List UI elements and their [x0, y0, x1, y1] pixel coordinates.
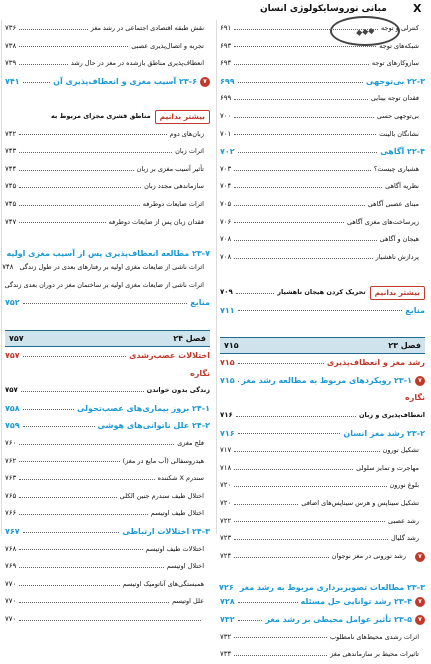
entry-title: رشد نورونی در مغز نوجوان	[331, 551, 406, 560]
toc-spacer	[5, 312, 210, 330]
page-number: ۷۳۲	[220, 615, 235, 624]
toc-entry[interactable]	[220, 646, 425, 664]
toc-section[interactable]	[220, 425, 425, 443]
page-number: ۷۵۷	[9, 333, 24, 343]
toc-entry[interactable]	[220, 214, 425, 232]
page-number: ۷۵۹	[5, 421, 20, 431]
entry-title: نظریه آگاهی	[385, 182, 419, 191]
entry-title: ۲۴-۳ اختلالات ارتباطی	[122, 527, 210, 537]
numbered-badge-icon: ۷	[200, 77, 210, 87]
entry-title: سندرم X شکننده	[157, 474, 204, 483]
dot-leader	[234, 468, 353, 470]
toc-entry[interactable]	[5, 38, 210, 56]
page-number: ۷۷۰	[5, 579, 17, 588]
entry-title: زبان‌های دوم	[169, 129, 204, 138]
toc-entry[interactable]	[220, 513, 425, 531]
entry-title: اثرات رشدی محیط‌های نامطلوب	[330, 632, 419, 641]
chapter-heading[interactable]	[220, 337, 425, 355]
page-number: ۷۶۵	[5, 491, 17, 500]
entry-title: منابع	[190, 298, 210, 308]
toc-section[interactable]	[220, 611, 425, 629]
page-header	[0, 2, 431, 16]
entry-title: زندگی بدون خواندن	[146, 386, 210, 395]
toc-entry[interactable]	[220, 108, 425, 126]
dot-leader	[19, 133, 166, 135]
dot-leader	[234, 45, 376, 47]
entry-title: رشد عصبی	[388, 516, 419, 525]
entry-title: ۲۲-۳ بی‌توجهی	[365, 76, 425, 86]
dot-leader	[23, 408, 74, 410]
entry-title: نگاره	[405, 393, 425, 403]
toc-entry[interactable]	[5, 143, 210, 161]
chapter-title[interactable]	[5, 365, 210, 383]
page-number: ۷۴۵	[5, 182, 17, 191]
toc-entry[interactable]	[5, 382, 210, 400]
page-number: ۷۲۸	[220, 597, 235, 607]
chapter-label: فصل ۲۴	[173, 333, 206, 343]
toc-entry[interactable]	[5, 435, 210, 453]
dot-leader	[234, 654, 327, 656]
entry-title: اثرات ضایعات دوطرفه	[142, 199, 204, 208]
dot-leader	[238, 309, 403, 311]
dot-leader	[19, 169, 133, 171]
entry-title: ۲۳-۵ تأثیر عوامل محیطی بر رشد مغز	[265, 615, 412, 624]
dot-leader	[236, 292, 274, 294]
entry-title: اختلال اوتیسم	[166, 562, 204, 571]
entry-title: تاثیرات محیط بر سازماندهی مغز	[330, 650, 419, 659]
entry-title: تأثیر آسیب مغزی بر زبان	[136, 164, 204, 173]
numbered-badge-icon: ۷	[415, 615, 425, 625]
toc-entry[interactable]	[5, 541, 210, 559]
toc-section[interactable]	[220, 372, 425, 390]
page-number: ۷۱۵	[224, 340, 239, 350]
entry-title: نگاره	[190, 368, 210, 378]
page-number: ۷۰۸	[220, 252, 232, 261]
toc-section[interactable]	[5, 400, 210, 418]
toc-section[interactable]	[5, 231, 210, 259]
page-number: ۷۳۸	[5, 41, 17, 50]
chapter-label: فصل ۲۳	[388, 340, 421, 350]
dot-leader	[234, 116, 374, 118]
toc-entry[interactable]	[5, 161, 210, 179]
page-number: ۷۱۸	[220, 463, 232, 472]
page-number: ۷۰۵	[220, 199, 232, 208]
entry-title: ۲۴-۱ بروز بیماری‌های عصب‌تحولی	[76, 403, 210, 413]
toc-entry[interactable]	[220, 178, 425, 196]
page-number: ۶۹۱	[220, 24, 232, 32]
page-number: ۷۴۱	[5, 76, 20, 86]
page-number: ۷۲۲	[220, 516, 232, 525]
toc-section[interactable]	[5, 523, 210, 541]
close-mark: X	[413, 2, 422, 15]
page-number: ۷۳۴	[220, 650, 232, 659]
toc-entry[interactable]	[5, 178, 210, 196]
page-number: ۶۹۹	[220, 94, 232, 103]
dot-leader	[238, 432, 341, 434]
dot-leader	[19, 443, 174, 445]
entry-title: ۲۳-۷ مطالعه انعطاف‌پذیری پس از آسیب مغزی اولیه	[6, 249, 210, 259]
page-number: ۷۵۸	[5, 403, 20, 413]
entry-title: سازماندهی مجدد زبان	[144, 182, 204, 191]
dot-leader	[238, 380, 239, 382]
toc-entry[interactable]	[220, 249, 425, 267]
entry-title: ۲۳-۳ مطالعات تصویربرداری مربوط به رشد مغز	[239, 583, 425, 593]
dot-leader	[19, 584, 119, 586]
toc-column-left	[2, 20, 210, 623]
entry-title: ۲۳-۴ رشد توانایی حل مسئله	[300, 597, 412, 607]
dot-leader	[236, 415, 356, 417]
entry-title: رشد مغز و انعطاف‌پذیری	[326, 358, 425, 368]
toc-entry[interactable]	[220, 407, 425, 425]
dot-leader	[19, 619, 201, 621]
entry-title: نشانگان بالینت	[379, 129, 419, 138]
page-number: ۷۳۲	[220, 632, 232, 641]
entry-title: نقش طبقه اقتصادی اجتماعی در رشد مغز	[90, 24, 204, 32]
page-number: ۷۶۰	[5, 439, 17, 448]
entry-title: بلوغ نورون	[389, 481, 419, 490]
entry-title: اثرات ناشی از ضایعات مغزی اولیه بر رفتارهای بعدی در طول زندگی	[19, 263, 204, 272]
page-number: ۷۵۷	[5, 351, 20, 361]
toc-entry[interactable]	[5, 576, 210, 594]
page-number	[0, 248, 1, 259]
page-number: ۷۶۲	[5, 456, 17, 465]
dot-leader	[238, 362, 324, 364]
page-number: ۷۰۱	[220, 129, 232, 138]
page-number: ۷۰۴	[220, 182, 232, 191]
toc-section[interactable]	[5, 417, 210, 435]
dot-leader	[238, 619, 263, 621]
entry-title: ۲۴-۲ علل ناتوانی‌های هوشی	[97, 421, 210, 431]
page-number: ۷۰۲	[220, 147, 235, 157]
dot-leader	[19, 186, 141, 188]
dot-leader	[234, 63, 369, 65]
page-number: ۷۱۶	[220, 428, 235, 438]
learn-more-badge: بیشتر بدانیم	[155, 110, 210, 124]
entry-title: انعطاف‌پذیری مناطق بازشده در مغز در حال رشد	[70, 59, 204, 68]
chapter-title[interactable]	[220, 354, 425, 372]
learn-more-entry[interactable]	[220, 284, 425, 302]
toc-entry[interactable]	[5, 453, 210, 471]
toc-entry[interactable]	[5, 470, 210, 488]
dot-leader	[19, 601, 169, 603]
dot-leader	[234, 133, 376, 135]
page-number: ۶۹۹	[220, 76, 235, 86]
page-number: ۷۳۶	[5, 24, 17, 32]
page-number: ۷۳۹	[5, 59, 17, 68]
numbered-badge-icon: ۷	[415, 552, 425, 562]
page-number: ۶۹۴	[220, 59, 232, 68]
entry-title: تشکیل نورون	[382, 446, 419, 455]
dot-leader	[234, 538, 388, 540]
numbered-badge-icon: ۷	[415, 376, 425, 386]
page-number: ۷۴۳	[5, 147, 17, 156]
entry-title: اختلال طیف سندرم جنین الکلی	[119, 491, 204, 500]
page-number: ۷۴۷	[5, 217, 17, 226]
chapter-title[interactable]	[220, 389, 425, 407]
page-number: ۷۴۵	[5, 199, 17, 208]
dot-leader	[19, 204, 140, 206]
toc-section[interactable]	[5, 73, 210, 91]
page-number: ۷۵۲	[5, 298, 20, 308]
dot-leader	[234, 98, 368, 100]
entry-title: ۲۳-۱ رویکردهای مربوط به مطالعه رشد مغز	[241, 375, 412, 385]
dot-leader	[234, 503, 298, 505]
entry-title: فلج مغزی	[177, 439, 204, 448]
learn-more-badge: بیشتر بدانیم	[370, 286, 425, 300]
dot-leader	[23, 531, 120, 533]
entry-title: پردازش ناهشیار	[375, 252, 419, 261]
toc-entry[interactable]	[220, 530, 425, 548]
toc-entry[interactable]	[220, 629, 425, 647]
entry-title: اثرات ناشی از ضایعات مغزی اولیه بر ساختمان مغز در دوران بعدی زندگی	[4, 280, 204, 289]
page-number: ۷۶۹	[5, 562, 17, 571]
toc-entry[interactable]	[220, 55, 425, 73]
page-number: ۷۰۶	[220, 217, 232, 226]
entry-title: رشد گلیال	[391, 534, 419, 543]
dot-leader	[23, 81, 50, 83]
toc-entry[interactable]	[220, 495, 425, 513]
toc-entry[interactable]	[220, 477, 425, 495]
references-entry[interactable]	[220, 302, 425, 320]
toc-section[interactable]	[220, 143, 425, 161]
entry-title: اختلالات عصب‌رشدی	[129, 351, 210, 361]
page-number: ۷۰۳	[220, 164, 232, 173]
toc-column-right	[219, 20, 425, 659]
chapter-heading[interactable]	[5, 330, 210, 348]
page-number: ۷۱۵	[220, 375, 235, 385]
page-number: ۷۴۸	[2, 263, 14, 272]
page-number: ۷۲۰	[220, 481, 232, 490]
toc-spacer	[220, 266, 425, 284]
dot-leader	[19, 45, 128, 47]
toc-entry[interactable]	[5, 488, 210, 506]
page-number: ۷۰۰	[220, 111, 232, 120]
dot-leader	[19, 566, 163, 568]
entry-title: همبستگی‌های آناتومیک اوتیسم	[122, 579, 204, 588]
dot-leader	[238, 601, 298, 603]
page-number: ۷۲۴	[220, 551, 232, 560]
toc-entry[interactable]	[5, 196, 210, 214]
page-number: ۷۱۷	[220, 446, 232, 455]
dot-leader	[234, 636, 327, 638]
toc-entry[interactable]	[220, 161, 425, 179]
page-number: ۷۵۷	[5, 386, 18, 395]
dot-leader	[234, 204, 364, 206]
dot-leader	[238, 81, 363, 83]
chapter-title[interactable]	[5, 347, 210, 365]
dot-leader	[19, 63, 68, 65]
toc-entry[interactable]	[220, 90, 425, 108]
toc-entry[interactable]	[220, 126, 425, 144]
dot-leader	[19, 496, 116, 498]
entry-title: ۲۳-۶ آسیب مغزی و انعطاف‌پذیری آن	[53, 76, 197, 86]
toc-entry[interactable]	[220, 231, 425, 249]
entry-title: هیدروسفالی (آب مایع در مغز)	[122, 456, 204, 465]
entry-title: فقدان توجه بینایی	[370, 94, 419, 103]
entry-title: زیرساخت‌های مغزی آگاهی	[346, 217, 419, 226]
dot-leader	[23, 355, 126, 357]
entry-title: بی‌توجهی حسی	[376, 111, 419, 120]
dot-leader	[234, 257, 372, 259]
dot-leader	[19, 460, 119, 462]
toc-section[interactable]	[220, 593, 425, 611]
numbered-badge-icon: ۷	[415, 597, 425, 607]
entry-title: انعطاف‌پذیری و زبان	[358, 411, 425, 420]
page-number: ۷۰۹	[220, 287, 233, 296]
dot-leader	[234, 28, 378, 30]
entry-title: سازوکارهای توجه	[371, 59, 419, 68]
entry-title: اختلالات طیف اوتیسم	[145, 544, 204, 553]
page-number: ۷۴۲	[5, 129, 17, 138]
page-number: ۷۱۵	[220, 358, 235, 368]
entry-title: شبکه‌های توجه	[379, 41, 419, 50]
toc-entry[interactable]	[220, 460, 425, 478]
dot-leader	[19, 548, 142, 550]
page-number: ۷۷۰	[5, 597, 17, 606]
entry-title: تجربه و اتصال‌پذیری عصبی	[131, 41, 204, 50]
entry-title: اثرات زبان	[175, 147, 204, 156]
dot-leader	[19, 221, 105, 223]
page-number: ۷۲۶	[219, 583, 234, 593]
dot-leader	[234, 221, 344, 223]
toc-section[interactable]	[220, 73, 425, 91]
dot-leader	[238, 151, 378, 153]
page-number: ۷۲۰	[220, 499, 232, 508]
entry-title: منابع	[405, 305, 425, 315]
toc-entry[interactable]	[5, 55, 210, 73]
entry-title: هیجان و آگاهی	[379, 235, 419, 244]
toc-entry[interactable]	[220, 20, 425, 38]
dot-leader	[234, 520, 385, 522]
dot-leader	[234, 556, 328, 558]
dot-leader	[19, 28, 88, 30]
page-number: ۷۶۳	[5, 474, 17, 483]
page-number: ۷۶۷	[5, 527, 20, 537]
toc-spacer	[220, 319, 425, 337]
entry-title: تحریک کردن هیجان ناهشیار	[277, 287, 366, 296]
toc-spacer	[5, 90, 210, 108]
page-number: ۷۶۶	[5, 509, 17, 518]
learn-more-entry[interactable]	[5, 108, 210, 126]
entry-title: مناطق قشری مجزای مربوط به	[50, 111, 151, 120]
entry-title: ۲۳-۲ رشد مغز انسان	[343, 428, 425, 438]
toc-entry[interactable]	[5, 277, 210, 295]
toc-section[interactable]	[220, 565, 425, 593]
dot-leader	[234, 169, 371, 171]
publisher-logo-icon: ◆◆◆	[330, 16, 400, 46]
entry-title: ۲۲-۴ آگاهی	[380, 147, 425, 157]
dot-leader	[19, 151, 172, 153]
dot-leader	[234, 450, 379, 452]
page-number: ۶۹۳	[220, 41, 232, 50]
toc-entry[interactable]	[220, 196, 425, 214]
entry-title: هشیاری چیست؟	[373, 164, 419, 173]
page-number: ۷۲۳	[220, 534, 232, 543]
dot-leader	[19, 478, 154, 480]
toc-entry[interactable]	[2, 259, 210, 277]
dot-leader	[19, 513, 147, 515]
entry-title: مبنای عصبی آگاهی	[367, 199, 419, 208]
book-title: مبانی نوروسایکولوژی انسان	[260, 4, 387, 14]
page-number: ۷۶۸	[5, 544, 17, 553]
entry-title: تشکیل سیناپس و هرس سیناپس‌های اضافی	[301, 499, 419, 508]
toc-entry[interactable]	[5, 593, 210, 611]
toc-entry[interactable]	[5, 611, 210, 629]
dot-leader	[234, 239, 376, 241]
page-number: ۷۱۱	[220, 305, 235, 315]
page-number: ۷۷۰	[5, 615, 17, 623]
toc-entry[interactable]	[5, 558, 210, 576]
toc-entry[interactable]	[220, 442, 425, 460]
entry-title: فقدان زبان پس از ضایعات دوطرفه	[108, 217, 204, 226]
dot-leader	[23, 425, 95, 427]
entry-title: اختلال طیف اوتیسم	[150, 509, 204, 518]
toc-entry[interactable]	[5, 20, 210, 38]
entry-title: کنترلی و توجه	[381, 24, 419, 32]
toc-entry[interactable]	[220, 548, 425, 566]
toc-entry[interactable]	[5, 505, 210, 523]
page-number: ۷۴۴	[5, 164, 17, 173]
dot-leader	[21, 390, 144, 392]
dot-leader	[23, 302, 188, 304]
page-number: ۷۰۸	[220, 235, 232, 244]
dot-leader	[234, 186, 382, 188]
dot-leader	[234, 485, 386, 487]
references-entry[interactable]	[5, 294, 210, 312]
page-number: ۷۱۶	[220, 411, 233, 420]
toc-entry[interactable]	[5, 126, 210, 144]
toc-entry[interactable]	[5, 214, 210, 232]
entry-title: مهاجرت و تمایز سلولی	[356, 463, 419, 472]
entry-title: علل اوتیسم	[172, 597, 204, 606]
toc-entry[interactable]	[220, 38, 425, 56]
